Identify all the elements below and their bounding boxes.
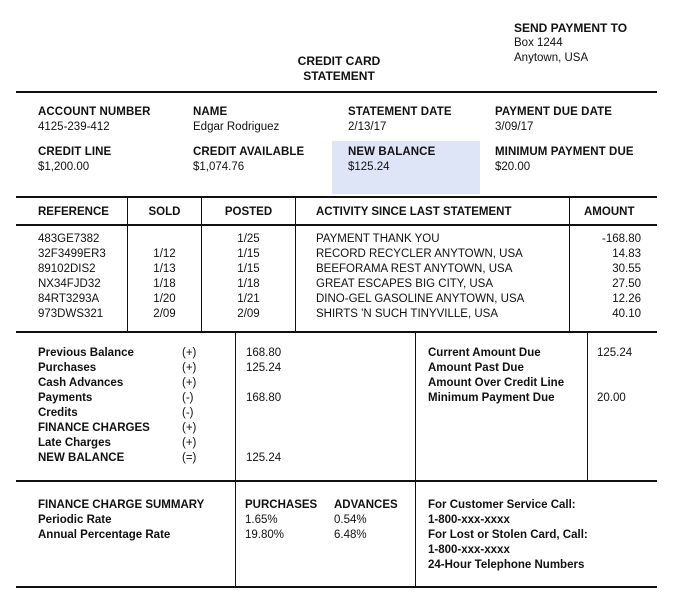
due-value-0: 125.24	[597, 347, 633, 359]
due-value-3: 20.00	[597, 392, 626, 404]
row-5-amount: 40.10	[612, 308, 641, 320]
col-header-posted: POSTED	[224, 206, 273, 218]
name-label: NAME	[193, 106, 228, 118]
due-label-2: Amount Over Credit Line	[428, 377, 565, 389]
summary-value-3: 168.80	[246, 392, 282, 404]
summary-label-7: NEW BALANCE	[38, 452, 125, 464]
row-0-posted: 1/25	[237, 233, 260, 245]
finance-summary-heading: FINANCE CHARGE SUMMARY	[38, 499, 205, 511]
row-2-activity: BEEFORAMA REST ANYTOWN, USA	[316, 263, 513, 275]
apr-label: Annual Percentage Rate	[38, 529, 171, 541]
summary-sign-5: (+)	[182, 422, 197, 434]
row-3-activity: GREAT ESCAPES BIG CITY, USA	[316, 278, 494, 290]
row-2-reference: 89102DIS2	[38, 263, 96, 275]
account-number-value: 4125-239-412	[38, 121, 110, 133]
statement-date-label: STATEMENT DATE	[348, 106, 452, 118]
credit-available-label: CREDIT AVAILABLE	[193, 146, 305, 158]
summary-label-6: Late Charges	[38, 437, 111, 449]
purchases-periodic-rate: 1.65%	[245, 514, 278, 526]
send-payment-line-2: Anytown, USA	[514, 52, 589, 64]
due-label-1: Amount Past Due	[428, 362, 524, 374]
rule-activity-header	[16, 224, 657, 226]
summary-sign-7: (=)	[182, 452, 197, 464]
customer-service-phone: 1-800-xxx-xxxx	[428, 514, 510, 526]
summary-value-7: 125.24	[246, 452, 282, 464]
rule-bottom	[16, 586, 657, 588]
row-0-activity: PAYMENT THANK YOU	[316, 233, 440, 245]
due-label-0: Current Amount Due	[428, 347, 541, 359]
row-5-activity: SHIRTS 'N SUCH TINYVILLE, USA	[316, 308, 498, 320]
statement-date-value: 2/13/17	[348, 121, 387, 133]
row-2-amount: 30.55	[612, 263, 641, 275]
summary-sign-1: (+)	[182, 362, 197, 374]
summary-label-4: Credits	[38, 407, 78, 419]
summary-sign-2: (+)	[182, 377, 197, 389]
row-0-reference: 483GE7382	[38, 233, 100, 245]
payment-due-date-value: 3/09/17	[495, 121, 534, 133]
divider-summary-left	[235, 333, 236, 480]
divider-summary-mid	[415, 333, 416, 480]
col-header-reference: REFERENCE	[38, 206, 109, 218]
col-header-activity: ACTIVITY SINCE LAST STATEMENT	[316, 206, 512, 218]
divider-posted-activity	[295, 197, 296, 331]
row-1-posted: 1/15	[237, 248, 260, 260]
send-payment-heading: SEND PAYMENT TO	[514, 21, 628, 35]
row-5-reference: 973DWS321	[38, 308, 104, 320]
divider-finance-left	[235, 482, 236, 586]
summary-value-0: 168.80	[246, 347, 282, 359]
name-value: Edgar Rodriguez	[193, 121, 280, 133]
row-5-posted: 2/09	[237, 308, 260, 320]
advances-periodic-rate: 0.54%	[334, 514, 367, 526]
row-3-sold: 1/18	[153, 278, 176, 290]
advances-header: ADVANCES	[334, 499, 398, 511]
hours-note: 24-Hour Telephone Numbers	[428, 559, 585, 571]
row-3-posted: 1/18	[237, 278, 260, 290]
row-5-sold: 2/09	[153, 308, 176, 320]
row-4-reference: 84RT3293A	[38, 293, 100, 305]
summary-sign-6: (+)	[182, 437, 197, 449]
send-payment-line-1: Box 1244	[514, 37, 563, 49]
row-4-activity: DINO-GEL GASOLINE ANYTOWN, USA	[316, 293, 525, 305]
row-3-reference: NX34FJD32	[38, 278, 101, 290]
summary-value-1: 125.24	[246, 362, 282, 374]
row-0-sold	[128, 232, 201, 247]
summary-label-2: Cash Advances	[38, 377, 124, 389]
summary-label-5: FINANCE CHARGES	[38, 422, 150, 434]
row-3-amount: 27.50	[612, 278, 641, 290]
rule-top	[16, 91, 657, 93]
credit-available-value: $1,074.76	[193, 161, 245, 173]
due-label-3: Minimum Payment Due	[428, 392, 555, 404]
purchases-apr: 19.80%	[245, 529, 285, 541]
periodic-rate-label: Periodic Rate	[38, 514, 112, 526]
credit-line-label: CREDIT LINE	[38, 146, 112, 158]
col-header-sold: SOLD	[148, 206, 181, 218]
statement-title-line-2: STATEMENT	[303, 69, 375, 83]
rule-activity-top	[16, 196, 657, 198]
row-1-sold: 1/12	[153, 248, 176, 260]
summary-label-0: Previous Balance	[38, 347, 134, 359]
row-4-posted: 1/21	[237, 293, 260, 305]
row-4-sold: 1/20	[153, 293, 176, 305]
col-header-amount: AMOUNT	[584, 206, 635, 218]
summary-sign-0: (+)	[182, 347, 197, 359]
row-1-amount: 14.83	[612, 248, 641, 260]
summary-label-3: Payments	[38, 392, 93, 404]
minimum-payment-value: $20.00	[495, 161, 531, 173]
divider-finance-right	[415, 482, 416, 586]
advances-apr: 6.48%	[334, 529, 367, 541]
row-2-posted: 1/15	[237, 263, 260, 275]
new-balance-label: NEW BALANCE	[348, 146, 436, 158]
row-0-amount: -168.80	[601, 233, 641, 245]
lost-card-phone: 1-800-xxx-xxxx	[428, 544, 510, 556]
purchases-header: PURCHASES	[245, 499, 318, 511]
summary-sign-3: (-)	[182, 392, 194, 404]
divider-summary-right	[587, 333, 588, 480]
minimum-payment-label: MINIMUM PAYMENT DUE	[495, 146, 634, 158]
lost-card-label: For Lost or Stolen Card, Call:	[428, 529, 588, 541]
customer-service-label: For Customer Service Call:	[428, 499, 576, 511]
row-4-amount: 12.26	[612, 293, 641, 305]
rule-summary-top	[16, 331, 657, 333]
row-2-sold: 1/13	[153, 263, 176, 275]
credit-line-value: $1,200.00	[38, 161, 90, 173]
summary-sign-4: (-)	[182, 407, 194, 419]
rule-finance-top	[16, 480, 657, 482]
payment-due-date-label: PAYMENT DUE DATE	[495, 106, 613, 118]
row-1-activity: RECORD RECYCLER ANYTOWN, USA	[316, 248, 523, 260]
row-1-reference: 32F3499ER3	[38, 248, 106, 260]
statement-title-line-1: CREDIT CARD	[297, 54, 381, 68]
new-balance-value: $125.24	[348, 161, 390, 173]
summary-label-1: Purchases	[38, 362, 97, 374]
account-number-label: ACCOUNT NUMBER	[38, 106, 151, 118]
